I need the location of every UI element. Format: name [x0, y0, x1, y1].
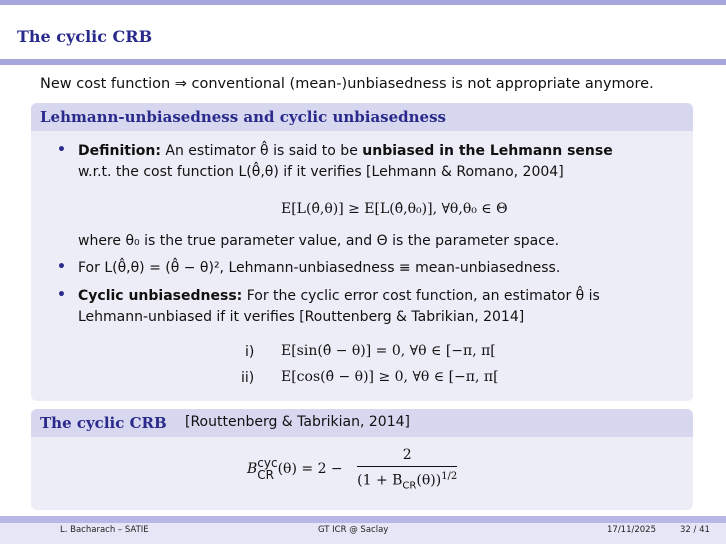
- intro-text: New cost function ⇒ conventional (mean-)unbiasedness is not appropriate anymore.: [40, 76, 654, 92]
- formula-sub: CR: [257, 468, 275, 483]
- block-cyclic-crb-title: The cyclic CRB: [40, 414, 167, 432]
- definition-label: Definition:: [78, 143, 161, 159]
- formula-mid: (θ) = 2 −: [277, 461, 343, 478]
- formula-sup: cyc: [257, 456, 278, 471]
- formula-numerator: 2: [357, 447, 457, 467]
- condition-1: E[sin(θ̂ − θ)] = 0, ∀θ ∈ [−π, π[: [281, 343, 496, 359]
- title-bar: [0, 5, 726, 61]
- formula-fraction: [357, 447, 457, 491]
- page-title: The cyclic CRB: [17, 27, 153, 46]
- bullet-marker: •: [57, 259, 66, 275]
- block-cyclic-crb-header: [31, 409, 693, 437]
- definition-bold: unbiased in the Lehmann sense: [362, 143, 613, 159]
- cyclic-line-2: Lehmann-unbiased if it verifies [Routtenberg & Tabrikian, 2014]: [78, 309, 525, 325]
- block-cyclic-crb: [31, 409, 693, 510]
- definition-text: An estimator θ̂ is said to be: [160, 143, 363, 159]
- footer-event: GT ICR @ Saclay: [318, 525, 389, 535]
- condition-1-label: i): [245, 344, 255, 360]
- footer-page-number: 32 / 41: [680, 525, 710, 535]
- bullet-marker: •: [57, 142, 66, 158]
- footer-decor-bar: [0, 516, 726, 523]
- condition-2-label: ii): [241, 370, 255, 386]
- lehmann-equation: E[L(θ̂,θ)] ≥ E[L(θ̂,θ₀)], ∀θ,θ₀ ∈ Θ: [281, 201, 508, 217]
- formula-b: B: [247, 461, 258, 478]
- cyclic-text: For the cyclic error cost function, an estimator θ̂ is: [242, 288, 600, 304]
- definition-line: [78, 143, 613, 159]
- condition-2: E[cos(θ̂ − θ)] ≥ 0, ∀θ ∈ [−π, π[: [281, 369, 499, 385]
- definition-line-2: w.r.t. the cost function L(θ̂,θ) if it verifies [Lehmann & Romano, 2004]: [78, 164, 564, 180]
- block-lehmann: [31, 103, 693, 401]
- block-cyclic-crb-reference: [Routtenberg & Tabrikian, 2014]: [185, 414, 410, 430]
- title-underline: [0, 59, 726, 65]
- cyclic-crb-formula: [247, 447, 457, 491]
- block-lehmann-header: [31, 103, 693, 131]
- footer-date: 17/11/2025: [607, 525, 656, 535]
- cyclic-line: [78, 288, 600, 304]
- footer-author: L. Bacharach – SATIE: [60, 525, 149, 535]
- mse-bullet-text: For L(θ̂,θ) = (θ̂ − θ)², Lehmann-unbiasedness ≡ mean-unbiasedness.: [78, 260, 561, 276]
- footer: [0, 516, 726, 544]
- formula-denominator: $(1 + B_{CR}(\theta))^{1/2}$: [357, 471, 458, 492]
- block-lehmann-title: Lehmann-unbiasedness and cyclic unbiasedness: [40, 108, 446, 126]
- where-text: where θ₀ is the true parameter value, and Θ is the parameter space.: [78, 233, 560, 249]
- bullet-marker: •: [57, 287, 66, 303]
- cyclic-label: Cyclic unbiasedness:: [78, 288, 243, 304]
